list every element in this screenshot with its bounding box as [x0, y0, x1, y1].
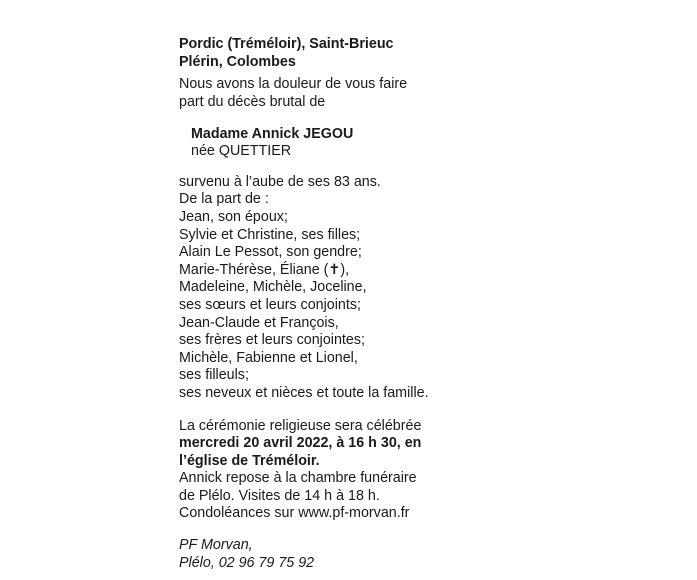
announcement-intro: [179, 76, 429, 111]
family-line: survenu à l’aube de ses 83 ans.: [179, 173, 381, 190]
condolences-line: Condoléances sur www.pf-morvan.fr: [179, 505, 410, 522]
family-line: De la part de :: [179, 191, 269, 208]
location-line-1: Pordic (Tréméloir), Saint-Brieuc: [179, 36, 394, 52]
ceremony-line-5: de Plélo. Visites de 14 h à 18 h.: [179, 487, 380, 504]
family-line: Jean-Claude et François,: [179, 314, 339, 331]
ceremony-place: l’église de Tréméloir.: [179, 452, 320, 469]
family-line: Jean, son époux;: [179, 208, 288, 225]
family-line: ses sœurs et leurs conjoints;: [179, 296, 361, 313]
family-line: Sylvie et Christine, ses filles;: [179, 226, 361, 243]
family-line: ses filleuls;: [179, 367, 249, 384]
location-line-2: Plérin, Colombes: [179, 54, 296, 70]
family-list: [179, 174, 429, 403]
funeral-home-name: PF Morvan,: [179, 537, 253, 554]
location-heading: [179, 35, 429, 71]
ceremony-line-4: Annick repose à la chambre funéraire: [179, 470, 417, 487]
ceremony-details: [179, 418, 429, 524]
family-line: ses frères et leurs conjointes;: [179, 332, 365, 349]
intro-line-2: part du décès brutal de: [179, 93, 326, 110]
family-line: ses neveux et nièces et toute la famille.: [179, 384, 429, 401]
deceased-name: Madame Annick JEGOU: [191, 126, 354, 143]
ceremony-line-1: La cérémonie religieuse sera célébrée: [179, 417, 422, 434]
family-line: Michèle, Fabienne et Lionel,: [179, 349, 358, 366]
family-line: Alain Le Pessot, son gendre;: [179, 244, 362, 261]
notice-text-column: [179, 35, 429, 572]
family-line: Marie-Thérèse, Éliane (✝),: [179, 261, 350, 278]
maiden-name: née QUETTIER: [191, 143, 292, 160]
deceased-name-block: [191, 125, 429, 161]
funeral-home-block: [179, 537, 429, 572]
obituary-notice: [166, 28, 429, 571]
funeral-home-contact: Plélo, 02 96 79 75 92: [179, 554, 315, 571]
intro-line-1: Nous avons la douleur de vous faire: [179, 76, 408, 92]
family-line: Madeleine, Michèle, Joceline,: [179, 279, 367, 296]
ceremony-date: mercredi 20 avril 2022, à 16 h 30, en: [179, 435, 422, 452]
